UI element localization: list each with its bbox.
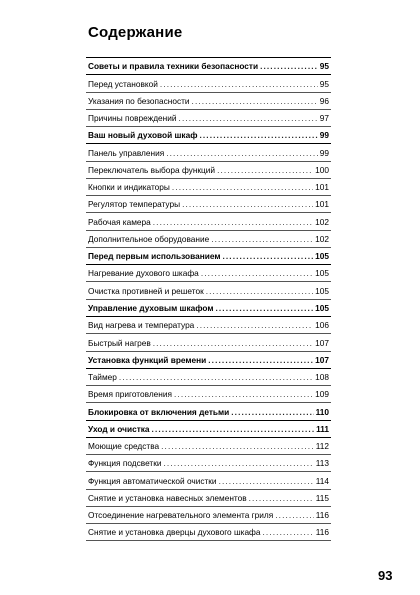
toc-entry-page: 109 xyxy=(315,389,329,400)
toc-leader-dots xyxy=(208,355,313,365)
toc-entry-page: 116 xyxy=(315,510,329,521)
toc-leader-dots xyxy=(174,389,313,399)
toc-entry-page: 97 xyxy=(319,113,329,124)
toc-entry-page: 95 xyxy=(319,61,329,72)
toc-entry-label: Таймер xyxy=(88,372,117,383)
toc-entry-label: Панель управления xyxy=(88,147,165,158)
toc-entry[interactable] xyxy=(86,231,331,248)
toc-entry-label: Рабочая камера xyxy=(88,216,151,227)
toc-entry-page: 101 xyxy=(315,199,329,210)
toc-entry-page: 110 xyxy=(315,406,329,417)
toc-leader-dots xyxy=(182,199,313,209)
toc-entry-label: Время приготовления xyxy=(88,389,172,400)
toc-leader-dots xyxy=(172,182,313,192)
toc-entry[interactable] xyxy=(86,386,331,403)
toc-entry-page: 113 xyxy=(315,458,329,469)
toc-leader-dots xyxy=(161,441,314,451)
toc-entry-label: Снятие и установка дверцы духового шкафа xyxy=(88,527,261,538)
toc-entry-page: 116 xyxy=(315,527,329,538)
toc-entry[interactable] xyxy=(86,472,331,489)
toc-leader-dots xyxy=(215,303,313,313)
toc-leader-dots xyxy=(152,424,315,434)
toc-section-entry[interactable] xyxy=(86,248,331,265)
toc-entry-page: 102 xyxy=(315,233,329,244)
toc-entry-page: 107 xyxy=(315,337,329,348)
toc-entry-label: Кнопки и индикаторы xyxy=(88,182,170,193)
toc-entry-label: Функция подсветки xyxy=(88,458,162,469)
toc-entry-page: 99 xyxy=(319,147,329,158)
toc-entry-page: 105 xyxy=(315,285,329,296)
toc-entry[interactable] xyxy=(86,265,331,282)
toc-entry-label: Снятие и установка навесных элементов xyxy=(88,492,247,503)
toc-leader-dots xyxy=(153,338,313,348)
toc-entry-label: Блокировка от включения детьми xyxy=(88,406,230,417)
toc-entry[interactable] xyxy=(86,196,331,213)
toc-entry-label: Моющие средства xyxy=(88,441,160,452)
toc-entry-label: Регулятор температуры xyxy=(88,199,181,210)
toc-leader-dots xyxy=(206,286,313,296)
toc-entry-page: 105 xyxy=(315,302,329,313)
toc-entry-page: 105 xyxy=(315,268,329,279)
toc-entry-label: Дополнительное оборудование xyxy=(88,233,210,244)
toc-leader-dots xyxy=(179,113,318,123)
toc-entry[interactable] xyxy=(86,438,331,455)
toc-leader-dots xyxy=(160,79,318,89)
page-title: Содержание xyxy=(88,24,183,41)
toc-leader-dots xyxy=(260,61,318,71)
toc-entry-label: Вид нагрева и температура xyxy=(88,320,195,331)
toc-entry[interactable] xyxy=(86,507,331,524)
toc-entry-label: Переключатель выбора функций xyxy=(88,164,216,175)
toc-entry-label: Указания по безопасности xyxy=(88,95,190,106)
toc-entry[interactable] xyxy=(86,75,331,92)
toc-entry-page: 111 xyxy=(316,423,329,434)
toc-entry[interactable] xyxy=(86,455,331,472)
toc-leader-dots xyxy=(201,268,313,278)
toc-entry-page: 107 xyxy=(315,354,329,365)
toc-entry[interactable] xyxy=(86,179,331,196)
toc-entry[interactable] xyxy=(86,524,331,541)
toc-entry-page: 106 xyxy=(315,320,329,331)
toc-entry[interactable] xyxy=(86,110,331,127)
toc-entry[interactable] xyxy=(86,490,331,507)
toc-entry-page: 112 xyxy=(315,441,329,452)
toc-leader-dots xyxy=(153,217,313,227)
toc-leader-dots xyxy=(275,510,314,520)
toc-leader-dots xyxy=(249,493,314,503)
toc-entry-page: 102 xyxy=(315,216,329,227)
toc-leader-dots xyxy=(166,148,318,158)
toc-entry[interactable] xyxy=(86,282,331,299)
toc-entry-page: 105 xyxy=(315,251,329,262)
toc-entry-page: 108 xyxy=(315,372,329,383)
toc-leader-dots xyxy=(231,407,313,417)
toc-entry-label: Управление духовым шкафом xyxy=(88,302,214,313)
toc-leader-dots xyxy=(199,130,317,140)
toc-entry-label: Отсоединение нагревательного элемента гриля xyxy=(88,510,274,521)
toc-entry-label: Нагревание духового шкафа xyxy=(88,268,199,279)
toc-entry-label: Очистка противней и решеток xyxy=(88,285,204,296)
toc-leader-dots xyxy=(211,234,313,244)
toc-entry-label: Установка функций времени xyxy=(88,354,207,365)
toc-leader-dots xyxy=(222,251,313,261)
toc-entry[interactable] xyxy=(86,369,331,386)
toc-entry-page: 114 xyxy=(315,475,329,486)
toc-leader-dots xyxy=(219,476,314,486)
toc-leader-dots xyxy=(217,165,313,175)
toc-entry[interactable] xyxy=(86,317,331,334)
toc-entry-page: 96 xyxy=(319,95,329,106)
table-of-contents xyxy=(86,57,331,541)
toc-entry-label: Функция автоматической очистки xyxy=(88,475,217,486)
toc-leader-dots xyxy=(192,96,318,106)
toc-entry-label: Ваш новый духовой шкаф xyxy=(88,130,198,141)
toc-entry-label: Перед первым использованием xyxy=(88,251,221,262)
page-number: 93 xyxy=(378,568,393,583)
toc-entry-label: Перед установкой xyxy=(88,78,158,89)
toc-section-entry[interactable] xyxy=(86,421,331,438)
toc-entry-page: 99 xyxy=(319,130,329,141)
toc-leader-dots xyxy=(263,527,314,537)
toc-entry[interactable] xyxy=(86,144,331,161)
toc-entry-label: Уход и очистка xyxy=(88,423,150,434)
toc-leader-dots xyxy=(164,458,314,468)
toc-entry-label: Быстрый нагрев xyxy=(88,337,151,348)
toc-leader-dots xyxy=(119,372,313,382)
toc-section-entry[interactable] xyxy=(86,300,331,317)
toc-entry-page: 115 xyxy=(315,492,329,503)
toc-entry[interactable] xyxy=(86,213,331,230)
toc-section-entry[interactable] xyxy=(86,403,331,420)
toc-section-entry[interactable] xyxy=(86,127,331,144)
toc-section-entry[interactable] xyxy=(86,352,331,369)
toc-entry[interactable] xyxy=(86,93,331,110)
toc-entry[interactable] xyxy=(86,162,331,179)
toc-entry-label: Советы и правила техники безопасности xyxy=(88,61,259,72)
toc-section-entry[interactable] xyxy=(86,58,331,75)
toc-entry-page: 101 xyxy=(315,182,329,193)
toc-entry-page: 100 xyxy=(315,164,329,175)
toc-entry-page: 95 xyxy=(319,78,329,89)
toc-leader-dots xyxy=(196,320,313,330)
toc-entry[interactable] xyxy=(86,334,331,351)
toc-entry-label: Причины повреждений xyxy=(88,113,177,124)
